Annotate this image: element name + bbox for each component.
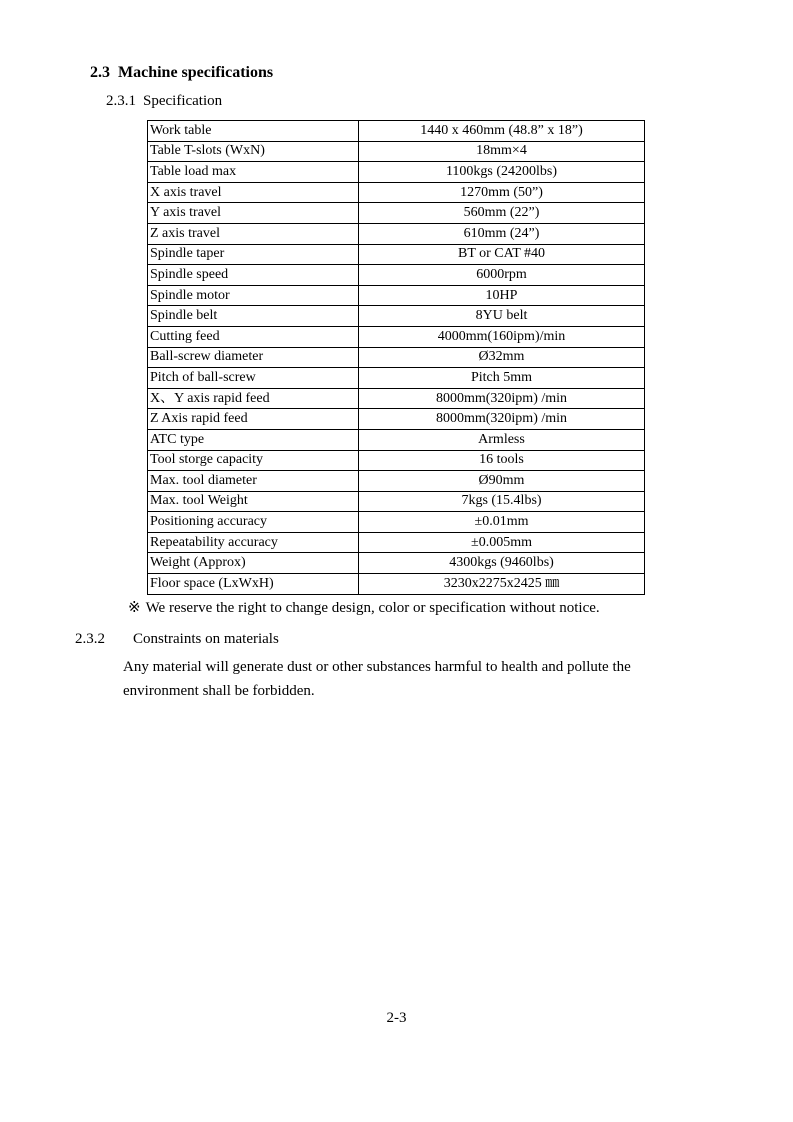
table-row bbox=[148, 388, 645, 409]
section-heading bbox=[90, 64, 273, 82]
spec-value: 4300kgs (9460lbs) bbox=[359, 553, 645, 574]
spec-label: Work table bbox=[148, 121, 359, 142]
spec-label: Z Axis rapid feed bbox=[148, 409, 359, 430]
specification-table-body bbox=[148, 121, 645, 595]
spec-value: 16 tools bbox=[359, 450, 645, 471]
spec-value: BT or CAT #40 bbox=[359, 244, 645, 265]
spec-value: 560mm (22”) bbox=[359, 203, 645, 224]
spec-value: Armless bbox=[359, 429, 645, 450]
spec-value: 1440 x 460mm (48.8” x 18”) bbox=[359, 121, 645, 142]
constraints-number: 2.3.2 bbox=[75, 631, 105, 647]
spec-value: 8000mm(320ipm) /min bbox=[359, 409, 645, 430]
table-row bbox=[148, 574, 645, 595]
table-row bbox=[148, 368, 645, 389]
table-row bbox=[148, 244, 645, 265]
spec-label: Weight (Approx) bbox=[148, 553, 359, 574]
spec-label: Spindle belt bbox=[148, 306, 359, 327]
spec-label: Max. tool diameter bbox=[148, 471, 359, 492]
table-row bbox=[148, 285, 645, 306]
table-row bbox=[148, 182, 645, 203]
spec-label: Z axis travel bbox=[148, 223, 359, 244]
spec-label: ATC type bbox=[148, 429, 359, 450]
spec-value: ±0.005mm bbox=[359, 532, 645, 553]
section-title: Machine specifications bbox=[118, 64, 274, 81]
spec-label: Spindle motor bbox=[148, 285, 359, 306]
spec-label: Pitch of ball-screw bbox=[148, 368, 359, 389]
spec-value: Ø32mm bbox=[359, 347, 645, 368]
spec-value: 18mm×4 bbox=[359, 141, 645, 162]
spec-label: Max. tool Weight bbox=[148, 491, 359, 512]
spec-label: Table load max bbox=[148, 162, 359, 183]
notice-text: We reserve the right to change design, color or specification without notice. bbox=[145, 600, 600, 616]
spec-label: X axis travel bbox=[148, 182, 359, 203]
spec-value: 6000rpm bbox=[359, 265, 645, 286]
table-row bbox=[148, 306, 645, 327]
table-row bbox=[148, 203, 645, 224]
table-row bbox=[148, 121, 645, 142]
page-number: 2-3 bbox=[386, 1010, 407, 1026]
table-row bbox=[148, 532, 645, 553]
notice bbox=[128, 598, 600, 617]
table-row bbox=[148, 223, 645, 244]
reference-mark-icon: ※ bbox=[128, 600, 141, 616]
spec-value: 4000mm(160ipm)/min bbox=[359, 326, 645, 347]
spec-value: ±0.01mm bbox=[359, 512, 645, 533]
spec-label: X、Y axis rapid feed bbox=[148, 388, 359, 409]
spec-label: Floor space (LxWxH) bbox=[148, 574, 359, 595]
spec-label: Tool storge capacity bbox=[148, 450, 359, 471]
table-row bbox=[148, 265, 645, 286]
spec-label: Y axis travel bbox=[148, 203, 359, 224]
spec-value: 610mm (24”) bbox=[359, 223, 645, 244]
specification-table bbox=[147, 120, 645, 595]
table-row bbox=[148, 409, 645, 430]
table-row bbox=[148, 326, 645, 347]
table-row bbox=[148, 491, 645, 512]
table-row bbox=[148, 512, 645, 533]
table-row bbox=[148, 450, 645, 471]
spec-label: Table T-slots (WxN) bbox=[148, 141, 359, 162]
spec-label: Positioning accuracy bbox=[148, 512, 359, 533]
spec-value: 8000mm(320ipm) /min bbox=[359, 388, 645, 409]
spec-value: 1100kgs (24200lbs) bbox=[359, 162, 645, 183]
subsection-title: Specification bbox=[143, 93, 223, 109]
subsection-number: 2.3.1 bbox=[106, 93, 136, 109]
spec-label: Cutting feed bbox=[148, 326, 359, 347]
spec-label: Spindle taper bbox=[148, 244, 359, 265]
spec-value: Pitch 5mm bbox=[359, 368, 645, 389]
spec-value: 10HP bbox=[359, 285, 645, 306]
spec-value: 8YU belt bbox=[359, 306, 645, 327]
table-row bbox=[148, 471, 645, 492]
table-row bbox=[148, 429, 645, 450]
spec-label: Repeatability accuracy bbox=[148, 532, 359, 553]
table-row bbox=[148, 162, 645, 183]
table-row bbox=[148, 141, 645, 162]
table-row bbox=[148, 553, 645, 574]
spec-label: Ball-screw diameter bbox=[148, 347, 359, 368]
constraints-heading bbox=[75, 631, 279, 648]
section-number: 2.3 bbox=[90, 64, 110, 81]
spec-value: 1270mm (50”) bbox=[359, 182, 645, 203]
constraints-title: Constraints on materials bbox=[133, 631, 279, 647]
subsection-heading bbox=[106, 93, 222, 110]
spec-value: 3230x2275x2425 ㎜ bbox=[359, 574, 645, 595]
spec-value: 7kgs (15.4lbs) bbox=[359, 491, 645, 512]
constraints-body: Any material will generate dust or other substances harmful to health and pollute the environment shall be forbidden. bbox=[123, 659, 631, 699]
table-row bbox=[148, 347, 645, 368]
spec-value: Ø90mm bbox=[359, 471, 645, 492]
spec-label: Spindle speed bbox=[148, 265, 359, 286]
